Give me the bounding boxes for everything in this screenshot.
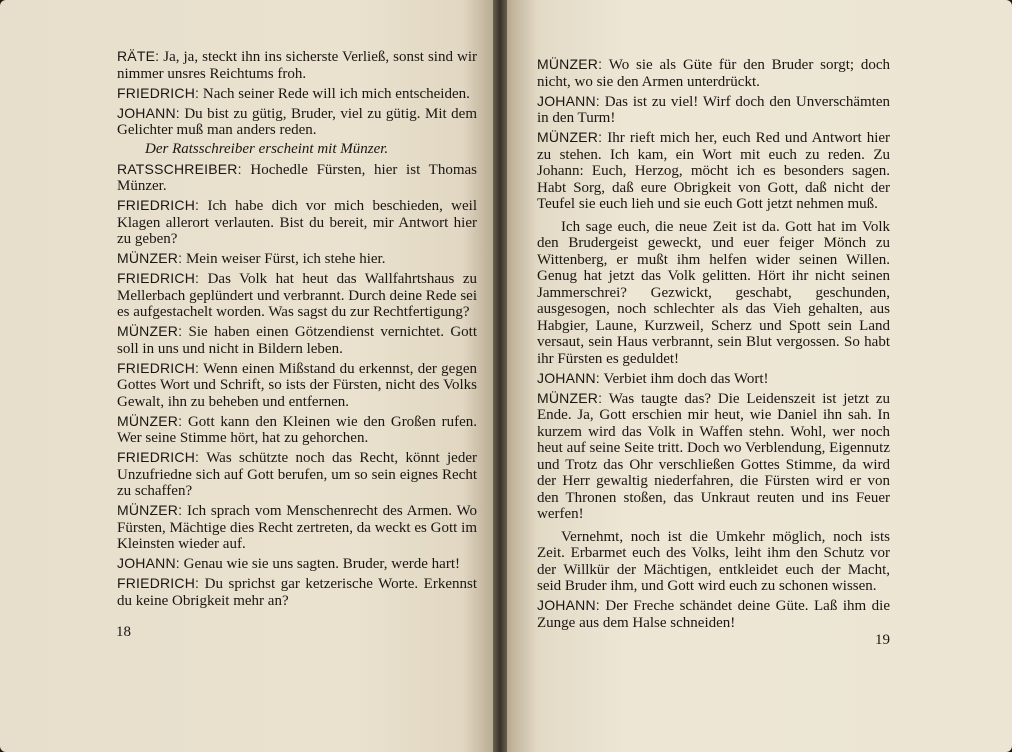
dialogue-line	[117, 270, 477, 321]
page-number: 19	[875, 632, 890, 648]
dialogue-line	[117, 161, 477, 195]
speech-text: Ich sprach vom Menschenrecht des Armen. Wo Fürsten, Mächtige dies Recht zertreten, da weckt es Gott im Kleinsten wieder auf.	[117, 503, 477, 552]
dialogue-line	[117, 323, 477, 357]
speaker-name: FRIEDRICH:	[117, 197, 200, 213]
speaker-name: JOHANN:	[117, 104, 180, 121]
speaker-name: MÜNZER:	[537, 56, 603, 72]
speech-text: Ja, ja, steckt ihn ins sicherste Verließ, sonst sind wir nimmer unsres Reichtums froh.	[117, 49, 477, 82]
speaker-name: JOHANN:	[537, 92, 600, 109]
speaker-name: JOHANN:	[537, 369, 600, 386]
speech-continuation: Ich sage euch, die neue Zeit ist da. Gott hat im Volk den Brudergeist geweckt, und euer feiger Mönch zu Wittenberg, er mußt ihm helfen wider seinen Willen. Genug hat jetzt das Volk gelitten. Hört ihr nicht seinen Jammerschrei? Gezwickt, geschabt, geschunden, ausgesogen, noch schlechter als das Vieh gehalten, aus Habgier, Laune, Kurzweil, Scherz und Spott sein Land versaut, sein Haus verbrannt, sein Blut vergossen. So habt ihr Fürsten es geduldet!	[537, 218, 890, 367]
speech-text: Das Volk hat heut das Wallfahrtshaus zu Mellerbach geplündert und verbrannt. Durch deine Rede sei es aufgestachelt worden. Was sagst du zur Rechtfertigung?	[117, 271, 477, 320]
dialogue-line	[537, 370, 890, 388]
dialogue-line	[117, 48, 477, 82]
dialogue-line	[537, 390, 890, 523]
speaker-name: RÄTE:	[117, 48, 160, 64]
right-page-text	[537, 56, 890, 634]
dialogue-line	[117, 575, 477, 609]
stage-direction: Der Ratsschreiber erscheint mit Münzer.	[145, 141, 389, 157]
dialogue-line	[117, 360, 477, 411]
speech-text: Nach seiner Rede will ich mich entscheiden.	[202, 85, 470, 102]
speaker-name: FRIEDRICH:	[117, 359, 200, 376]
page-number: 18	[116, 624, 131, 640]
speech-text: Ich habe dich vor mich beschieden, weil Klagen allerort verlauten. Bist du bereit, mir Antwort hier zu geben?	[117, 198, 477, 247]
speech-text: Der Freche schändet deine Güte. Laß ihm die Zunge aus dem Halse schneiden!	[537, 598, 890, 631]
dialogue-line	[117, 85, 477, 103]
book-gutter	[493, 0, 507, 752]
left-page-text	[117, 48, 477, 612]
speaker-name: RATSSCHREIBER:	[117, 160, 242, 177]
speaker-name: MÜNZER:	[537, 129, 603, 145]
speech-text: Das ist zu viel! Wirf doch den Unverschämten in den Turm!	[537, 93, 890, 126]
dialogue-line	[537, 56, 890, 90]
left-page	[0, 0, 503, 752]
speech-text: Mein weiser Fürst, ich stehe hier.	[185, 251, 386, 267]
speech-text: Wenn einen Mißstand du erkennst, der gegen Gottes Wort und Schrift, so ists der Fürsten, nicht des Volks Gewalt, ihn zu beheben und entfernen.	[117, 360, 477, 410]
speech-text: Verbiet ihm doch das Wort!	[603, 370, 769, 387]
speech-text: Genau wie sie uns sagten. Bruder, werde hart!	[183, 556, 460, 572]
speaker-name: MÜNZER:	[117, 323, 183, 339]
speech-text: Wo sie als Güte für den Bruder sorgt; doch nicht, wo sie den Armen unterdrückt.	[537, 57, 891, 90]
dialogue-line	[117, 502, 477, 553]
dialogue-line	[117, 555, 477, 573]
dialogue-line	[537, 93, 890, 127]
speech-text: Hochedle Fürsten, hier ist Thomas Münzer.	[117, 161, 477, 194]
speaker-name: FRIEDRICH:	[117, 84, 200, 101]
speaker-name: MÜNZER:	[537, 389, 603, 406]
right-page	[497, 0, 1012, 752]
dialogue-line	[117, 105, 477, 139]
speaker-name: FRIEDRICH:	[117, 575, 200, 591]
speaker-name: JOHANN:	[117, 555, 180, 571]
speech-text: Gott kann den Kleinen wie den Großen rufen. Wer seine Stimme hört, hat zu gehorchen.	[117, 413, 478, 446]
dialogue-line	[537, 597, 890, 631]
speech-text: Du bist zu gütig, Bruder, viel zu gütig. Mit dem Gelichter muß man anders reden.	[117, 105, 477, 138]
speech-text: Was taugte das? Die Leidenszeit ist jetzt zu Ende. Ja, Gott erschien mir heut, wie Daniel ihn sah. In kurzem wird das Volk in Waffen stehn. Wohl, wer noch heut auf seine Seite tritt. Doch wo Verblendung, Eigennutz und Trotz das Ohr verschließen Gottes Stimme, da wird der Herr gewaltig niederfahren, die Fürsten wird er von den Thronen stoßen, das Unkraut reuten und ins Feuer werfen!	[537, 390, 890, 522]
dialogue-line	[117, 197, 477, 248]
dialogue-line	[117, 413, 477, 447]
speech-text: Du sprichst gar ketzerische Worte. Erkennst du keine Obrigkeit mehr an?	[117, 576, 477, 609]
speaker-name: FRIEDRICH:	[117, 449, 200, 465]
speech-text: Was schützte noch das Recht, könnt jeder Unzufriedne sich auf Gott berufen, um so sein eignes Recht zu schaffen?	[117, 450, 477, 499]
dialogue-line	[117, 449, 477, 500]
speaker-name: MÜNZER:	[117, 250, 183, 266]
dialogue-line	[537, 129, 890, 213]
speaker-name: JOHANN:	[537, 597, 600, 613]
speaker-name: MÜNZER:	[117, 412, 183, 429]
dialogue-line	[117, 250, 477, 268]
speaker-name: MÜNZER:	[117, 502, 183, 518]
speech-text: Sie haben einen Götzendienst vernichtet. Gott soll in uns und nicht in Bildern leben.	[117, 324, 478, 357]
speech-continuation: Vernehmt, noch ist die Umkehr möglich, noch ists Zeit. Erbarmet euch des Volks, leiht ihm den Schutz vor der Willkür der Mächtigen, entkleidet euch der Macht, seid Bruder ihm, und Gott wird euch zu schonen wissen.	[537, 528, 890, 594]
speech-text: Ihr rieft mich her, euch Red und Antwort hier zu stehen. Ich kam, ein Wort mit euch zu reden. Zu Johann: Euch, Herzog, möcht ich es besonders sagen. Habt Sorg, daß eure Obrigkeit von Gott, daß nicht der Teufel sie euch lieh und sie euch Gott jetzt nehmen muß.	[537, 130, 891, 212]
speaker-name: FRIEDRICH:	[117, 270, 200, 286]
